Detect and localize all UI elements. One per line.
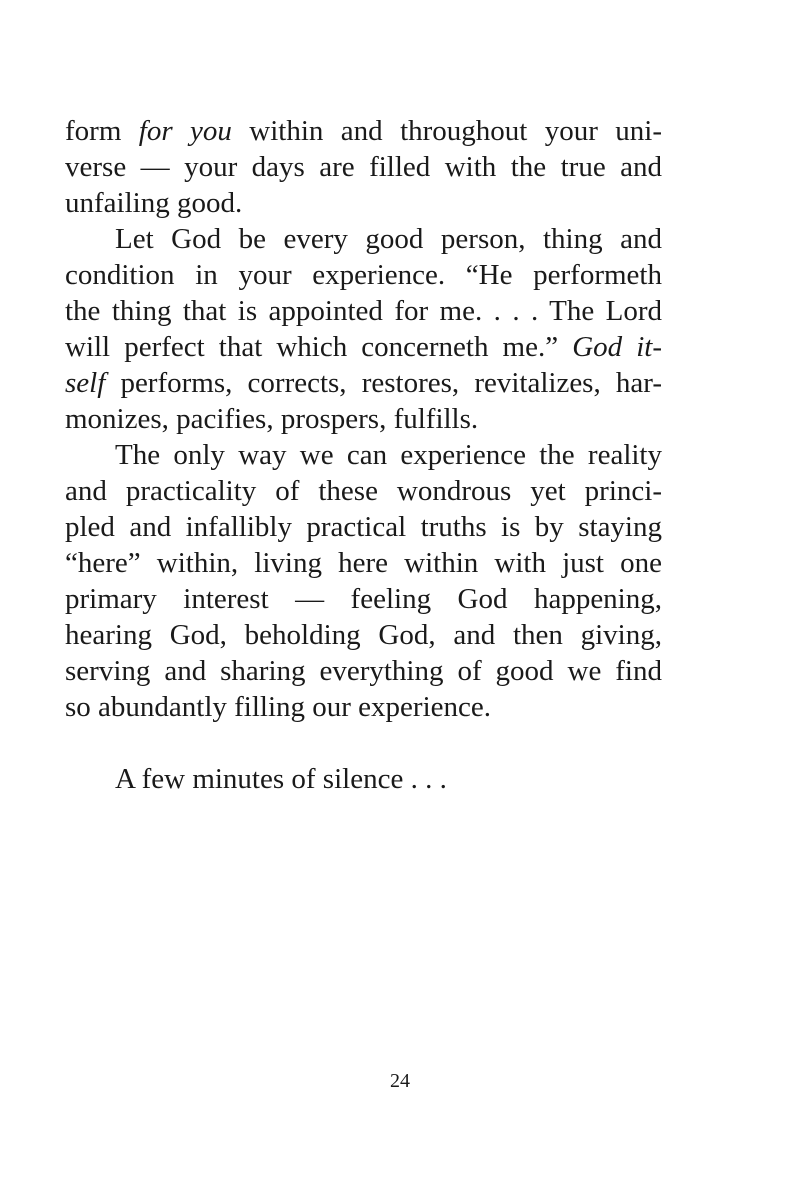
paragraph-only-way <box>65 437 662 725</box>
text-line: serving and sharing everything of good we find <box>65 655 662 687</box>
text-line: pled and infallibly practical truths is by staying <box>65 511 662 543</box>
text-line: hearing God, beholding God, and then giving, <box>65 619 662 651</box>
text-line: unfailing good. <box>65 187 243 219</box>
text-line: and practicality of these wondrous yet princi- <box>65 475 662 507</box>
text-line: verse — your days are filled with the true and <box>65 151 662 183</box>
text-line: condition in your experience. “He performeth <box>65 259 662 291</box>
text-line: monizes, pacifies, prospers, fulfills. <box>65 403 479 435</box>
text-line: will perfect that which concerneth me.” God it- <box>65 331 662 363</box>
paragraph-let-god <box>65 221 662 437</box>
text-line: so abundantly filling our experience. <box>65 691 492 723</box>
page-number: 24 <box>390 1070 410 1092</box>
text-line: A few minutes of silence . . . <box>115 763 447 795</box>
text-line: the thing that is appointed for me. . . . The Lord <box>65 295 662 327</box>
text-line: “here” within, living here within with just one <box>65 547 662 579</box>
body-text <box>65 113 662 797</box>
text-line: Let God be every good person, thing and <box>115 223 662 255</box>
text-line: self performs, corrects, restores, revitalizes, har- <box>65 367 662 399</box>
text-line: form for you within and throughout your uni- <box>65 115 663 147</box>
paragraph-continuation <box>65 113 662 221</box>
paragraph-silence <box>65 761 662 797</box>
text-line: The only way we can experience the reality <box>115 439 662 471</box>
text-line: primary interest — feeling God happening, <box>65 583 662 615</box>
